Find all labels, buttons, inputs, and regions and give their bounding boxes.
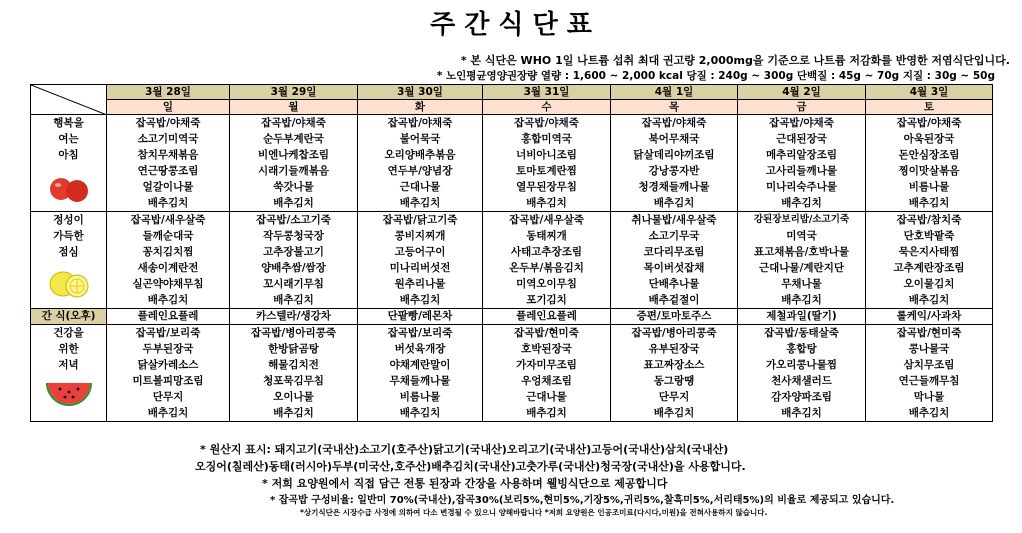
menu-item: 배추김치 [781, 197, 822, 209]
menu-item: 양배추쌈/쌈장 [261, 262, 326, 274]
menu-item: 한방닭곰탕 [268, 343, 319, 355]
day-cell: 금 [738, 100, 866, 115]
menu-item: 시래기들깨볶음 [257, 165, 329, 177]
menu-item: 강된장보리밥/소고기죽 [753, 214, 850, 225]
breakfast-label-line: 행복을 [53, 117, 84, 129]
lunch-cell [738, 212, 866, 309]
menu-item: 오이나물 [273, 391, 314, 403]
menu-item: 순두부계란국 [263, 133, 324, 145]
menu-item: 동그랑땡 [653, 375, 695, 387]
menu-item: 근대나물 [526, 391, 567, 403]
menu-item: 잡곡밥/야채죽 [641, 117, 707, 129]
sauce-note: * 저희 요양원에서 직접 담근 전통 된장과 간장을 사용하며 웰빙식단으로 제공합니다 [262, 477, 668, 490]
menu-item: 너비아니조림 [516, 149, 577, 161]
dinner-cell [230, 325, 358, 422]
menu-item: 북어무채국 [648, 133, 700, 145]
origin-note-line1: * 원산지 표시: 돼지고기(국내산)소고기(호주산)닭고기(국내산)오리고기(국내산)고등어(국내산)삼치(국내산) [200, 443, 729, 456]
breakfast-label [31, 115, 107, 212]
menu-item: 포기김치 [526, 294, 567, 306]
lunch-label [31, 212, 107, 309]
menu-item: 배추김치 [908, 197, 950, 209]
menu-item: 잡곡밥/야채죽 [769, 117, 834, 129]
menu-item: 돈안심장조림 [898, 149, 960, 161]
date-cell: 4월 2일 [738, 85, 866, 100]
breakfast-cell [866, 115, 993, 212]
menu-item: 실곤약야채무침 [132, 278, 204, 290]
dinner-cell [866, 325, 993, 422]
menu-item: 얼갈이나물 [142, 181, 194, 193]
menu-item: 잡곡밥/야채죽 [387, 117, 453, 129]
menu-item: 배추김치 [273, 407, 314, 419]
menu-item: 홍합미역국 [521, 133, 572, 145]
lunch-row [31, 212, 993, 309]
page-title: 주 간 식 단 표 [430, 10, 592, 40]
menu-item: 청포묵김무침 [263, 375, 324, 387]
menu-item: 토마토계란찜 [516, 165, 577, 177]
menu-item: 근대나물 [399, 181, 441, 193]
menu-item: 묵은지사태찜 [898, 246, 960, 258]
menu-item: 잡곡밥/동태살죽 [764, 327, 839, 339]
breakfast-cell [107, 115, 230, 212]
menu-item: 잡곡밥/야채죽 [896, 117, 962, 129]
menu-item: 삼치무조림 [903, 359, 955, 371]
menu-item: 배추김치 [653, 407, 695, 419]
breakfast-cell [483, 115, 611, 212]
menu-item: 목이버섯잡채 [643, 262, 705, 274]
menu-item: 연근땅콩조림 [137, 165, 199, 177]
menu-item: 배추김치 [147, 407, 189, 419]
menu-item: 온두부/볶음김치 [509, 262, 584, 274]
snack-row [31, 309, 993, 325]
menu-item: 콩나물국 [908, 343, 950, 355]
date-cell: 4월 3일 [866, 85, 993, 100]
menu-item: 찡이맛살볶음 [898, 165, 960, 177]
menu-item: 감자양파조림 [771, 391, 832, 403]
menu-item: 미트볼피망조림 [132, 375, 204, 387]
snack-cell: 제철과일(딸기) [738, 309, 866, 325]
menu-item: 작두콩청국장 [263, 230, 324, 242]
menu-item: 미나리숙주나물 [765, 181, 837, 193]
weekly-menu-table [30, 84, 993, 422]
dinner-cell [358, 325, 483, 422]
day-cell: 토 [866, 100, 993, 115]
menu-item: 가자미무조림 [516, 359, 577, 371]
menu-item: 오이물김치 [903, 278, 955, 290]
menu-item: 유부된장국 [648, 343, 700, 355]
snack-cell: 증편/토마토주스 [611, 309, 738, 325]
header-corner [31, 85, 107, 115]
dinner-row [31, 325, 993, 422]
menu-item: 꼬시래기무침 [263, 278, 324, 290]
menu-item: 배추김치 [273, 294, 314, 306]
breakfast-label-line: 여는 [58, 133, 79, 145]
menu-item: 우엉채조림 [521, 375, 572, 387]
menu-item: 취나물밥/새우살죽 [631, 214, 717, 226]
menu-item: 불어묵국 [399, 133, 441, 145]
menu-item: 잡곡밥/새우살죽 [509, 214, 584, 226]
dinner-label-line: 위한 [58, 343, 79, 355]
breakfast-cell [230, 115, 358, 212]
menu-item: 무채들깨나물 [389, 375, 451, 387]
menu-item: 가오리콩나물찜 [765, 359, 837, 371]
lemon-icon [47, 264, 91, 302]
menu-item: 꽁치김치찜 [142, 246, 194, 258]
day-cell: 수 [483, 100, 611, 115]
menu-item: 미나리버섯전 [389, 262, 451, 274]
day-row [31, 100, 993, 115]
menu-item: 아욱된장국 [903, 133, 955, 145]
lunch-cell [230, 212, 358, 309]
nutrition-note: * 노인평균영양권장량 열량 : 1,600 ~ 2,000 kcal 당질 : 240g ~ 300g 단백질 : 45g ~ 70g 지질 : 30g ~ 50g [436, 70, 995, 82]
menu-item: 야채계란말이 [389, 359, 451, 371]
menu-item: 잡곡밥/참치죽 [896, 214, 962, 226]
dinner-label [31, 325, 107, 422]
menu-item: 닭살카레소스 [137, 359, 199, 371]
lunch-label-line: 점심 [58, 246, 79, 258]
menu-item: 호박된장국 [521, 343, 572, 355]
menu-item: 잡곡밥/새우살죽 [130, 214, 206, 226]
date-cell: 3월 30일 [358, 85, 483, 100]
snack-cell: 단팥빵/레몬차 [358, 309, 483, 325]
menu-item: 배추김치 [781, 294, 822, 306]
menu-item: 오리양배추볶음 [384, 149, 456, 161]
dinner-label-line: 저녁 [58, 359, 79, 371]
lunch-cell [611, 212, 738, 309]
menu-item: 고등어구이 [394, 246, 446, 258]
menu-item: 비엔나케찹조림 [257, 149, 329, 161]
menu-item: 잡곡밥/야채죽 [135, 117, 201, 129]
menu-item: 고추장불고기 [263, 246, 324, 258]
snack-cell: 플레인요플레 [107, 309, 230, 325]
corner-diagonal [31, 85, 107, 115]
menu-item: 잡곡밥/야채죽 [514, 117, 579, 129]
menu-item: 배추김치 [399, 407, 441, 419]
day-cell: 일 [107, 100, 230, 115]
menu-item: 잡곡밥/병아리콩죽 [251, 327, 336, 339]
menu-item: 잡곡밥/야채죽 [261, 117, 326, 129]
menu-item: 배추김치 [653, 197, 695, 209]
menu-item: 막나물 [913, 391, 945, 403]
dinner-cell [738, 325, 866, 422]
snack-cell: 플레인요플레 [483, 309, 611, 325]
menu-item: 쑥갓나물 [273, 181, 314, 193]
dinner-label-line: 건강을 [53, 327, 84, 339]
date-cell: 4월 1일 [611, 85, 738, 100]
lunch-label-line: 정성이 [53, 214, 84, 226]
menu-item: 두부된장국 [142, 343, 194, 355]
menu-item: 소고기무국 [648, 230, 700, 242]
day-cell: 목 [611, 100, 738, 115]
menu-item: 미역국 [786, 230, 817, 242]
menu-item: 배추김치 [399, 197, 441, 209]
menu-item: 표고짜장소스 [643, 359, 705, 371]
date-row [31, 85, 993, 100]
snack-label: 간 식(오후) [31, 309, 107, 325]
menu-item: 표고채볶음/호박나물 [753, 246, 850, 258]
sodium-note: * 본 식단은 WHO 1일 나트륨 섭취 최대 권고량 2,000mg을 기준으로 나트륨 저감화를 반영한 저염식단입니다. [460, 54, 1010, 67]
dinner-cell [483, 325, 611, 422]
menu-item: 소고기미역국 [137, 133, 199, 145]
breakfast-row [31, 115, 993, 212]
menu-item: 청경채들깨나물 [638, 181, 710, 193]
menu-item: 배추김치 [273, 197, 314, 209]
date-cell: 3월 31일 [483, 85, 611, 100]
menu-item: 단무지 [658, 391, 690, 403]
date-cell: 3월 29일 [230, 85, 358, 100]
menu-item: 해물김치전 [268, 359, 319, 371]
date-cell: 3월 28일 [107, 85, 230, 100]
menu-item: 고추계란장조림 [893, 262, 965, 274]
menu-item: 단배추나물 [648, 278, 700, 290]
menu-item: 비름나물 [399, 391, 441, 403]
menu-item: 잡곡밥/현미죽 [514, 327, 579, 339]
menu-item: 잡곡밥/보리죽 [387, 327, 453, 339]
breakfast-cell [738, 115, 866, 212]
watermelon-icon [44, 377, 94, 407]
breakfast-cell [358, 115, 483, 212]
menu-item: 닭살데리야끼조림 [633, 149, 715, 161]
lunch-cell [866, 212, 993, 309]
snack-cell: 롤케익/사과차 [866, 309, 993, 325]
menu-item: 배추김치 [526, 197, 567, 209]
menu-item: 배추김치 [908, 294, 950, 306]
menu-item: 연근들깨무침 [898, 375, 960, 387]
menu-item: 원추리나물 [394, 278, 446, 290]
menu-item: 배추김치 [147, 197, 189, 209]
menu-item: 콩비지찌개 [394, 230, 446, 242]
menu-item: 고사리들깨나물 [765, 165, 837, 177]
grain-ratio-note: * 잡곡밥 구성비율: 일반미 70%(국내산),잡곡30%(보리5%,현미5%,기장5%,귀리5%,찰흑미5%,서리태5%)의 비율로 제공되고 있습니다. [270, 495, 895, 506]
menu-item: 배추김치 [781, 407, 822, 419]
menu-item: 들깨순대국 [142, 230, 194, 242]
menu-item: 미역오이무침 [516, 278, 577, 290]
lunch-cell [358, 212, 483, 309]
day-cell: 월 [230, 100, 358, 115]
menu-item: 단호박팥죽 [903, 230, 955, 242]
menu-item: 동태찌개 [526, 230, 567, 242]
menu-item: 잡곡밥/보리죽 [135, 327, 201, 339]
menu-item: 배추김치 [147, 294, 189, 306]
menu-item: 근대된장국 [776, 133, 827, 145]
menu-item: 강낭콩자반 [648, 165, 700, 177]
menu-item: 잡곡밥/소고기죽 [256, 214, 331, 226]
tomato-icon [49, 167, 89, 205]
breakfast-label-line: 아침 [58, 149, 79, 161]
menu-item: 홍합탕 [786, 343, 817, 355]
menu-item: 새송이계란전 [137, 262, 199, 274]
dinner-cell [611, 325, 738, 422]
origin-note-line2: 오징어(칠레산)동태(러시아)두부(미국산,호주산)배추김치(국내산)고춧가루(국내산)청국장(국내산)을 사용합니다. [195, 460, 746, 473]
change-notice: *상기식단은 시장수급 사정에 의하여 다소 변경될 수 있으니 양해바랍니다 *저희 요양원은 인공조미료(다시다,미원)을 전혀사용하지 않습니다. [300, 508, 768, 517]
menu-item: 배추김치 [399, 294, 441, 306]
menu-item: 참치무채볶음 [137, 149, 199, 161]
menu-item: 배추겉절이 [648, 294, 700, 306]
menu-item: 사태고추장조림 [510, 246, 582, 258]
day-cell: 화 [358, 100, 483, 115]
menu-item: 잡곡밥/현미죽 [896, 327, 962, 339]
menu-item: 잡곡밥/닭고기죽 [382, 214, 458, 226]
menu-item: 근대나물/계란지단 [759, 262, 844, 274]
lunch-cell [483, 212, 611, 309]
lunch-label-line: 가득한 [53, 230, 84, 242]
menu-item: 메추리알장조림 [765, 149, 837, 161]
menu-item: 코다리무조림 [643, 246, 705, 258]
menu-item: 버섯육개장 [394, 343, 446, 355]
menu-item: 단무지 [152, 391, 184, 403]
dinner-cell [107, 325, 230, 422]
menu-item: 열무된장무침 [516, 181, 577, 193]
snack-cell: 카스텔라/생강차 [230, 309, 358, 325]
menu-item: 비름나물 [908, 181, 950, 193]
menu-item: 배추김치 [526, 407, 567, 419]
menu-item: 배추김치 [908, 407, 950, 419]
menu-item: 천사채샐러드 [771, 375, 832, 387]
menu-item: 잡곡밥/병아리콩죽 [631, 327, 717, 339]
menu-item: 무채나물 [781, 278, 822, 290]
lunch-cell [107, 212, 230, 309]
breakfast-cell [611, 115, 738, 212]
menu-item: 연두부/양념장 [387, 165, 453, 177]
